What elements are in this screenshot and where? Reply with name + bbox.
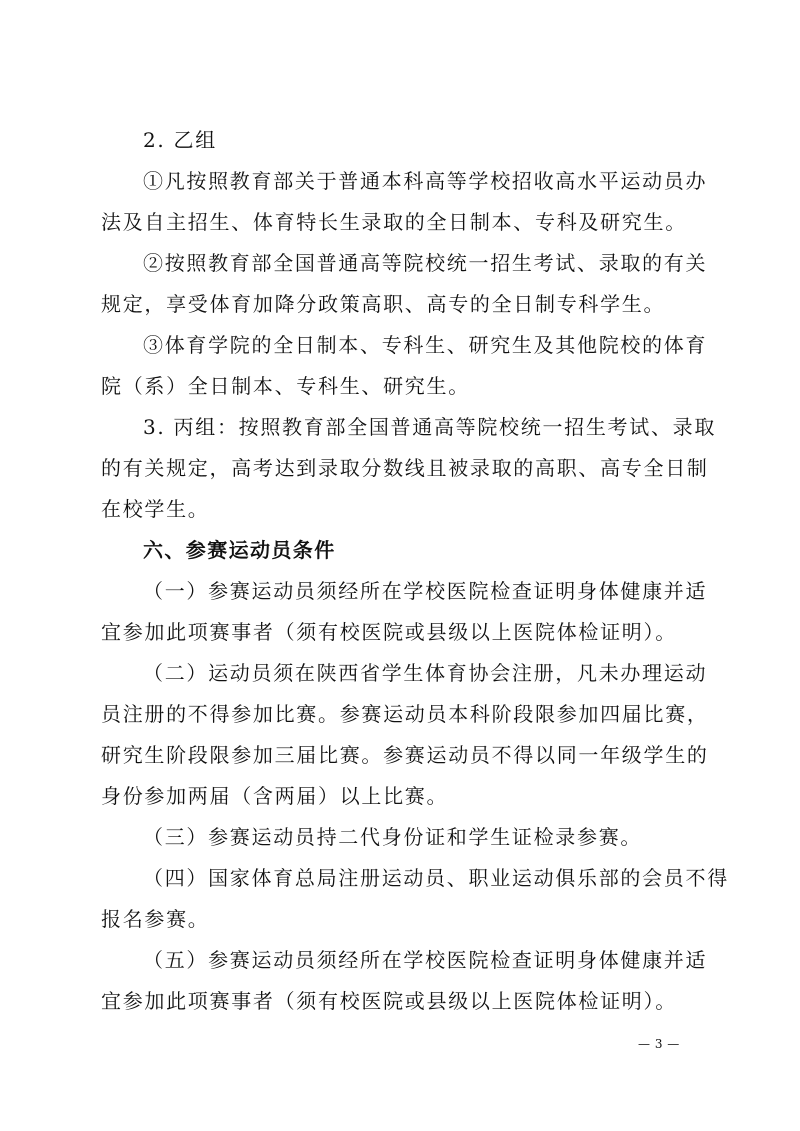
paragraph-line: （二）运动员须在陕西省学生体育协会注册，凡未办理运动 <box>143 661 708 685</box>
paragraph-line: ③体育学院的全日制本、专科生、研究生及其他院校的体育 <box>143 333 708 357</box>
paragraph-line: （五）参赛运动员须经所在学校医院检查证明身体健康并适 <box>143 948 708 972</box>
paragraph-line: 身份参加两届（含两届）以上比赛。 <box>101 784 449 808</box>
paragraph-line: 宜参加此项赛事者（须有校医院或县级以上医院体检证明）。 <box>101 620 677 644</box>
paragraph-line: 规定，享受体育加降分政策高职、高专的全日制专科学生。 <box>101 292 666 316</box>
section-heading: 六、参赛运动员条件 <box>143 538 336 562</box>
paragraph-line: 员注册的不得参加比赛。参赛运动员本科阶段限参加四届比赛， <box>101 702 709 726</box>
subsection-heading-group-b: 2. 乙组 <box>143 128 217 152</box>
paragraph-line: 院（系）全日制本、专科生、研究生。 <box>101 374 470 398</box>
paragraph-line: 法及自主招生、体育特长生录取的全日制本、专科及研究生。 <box>101 210 687 234</box>
page-number: — 3 — <box>638 1037 680 1051</box>
paragraph-line: 报名参赛。 <box>101 907 210 931</box>
paragraph-line: ①凡按照教育部关于普通本科高等学校招收高水平运动员办 <box>143 169 708 193</box>
paragraph-line: 在校学生。 <box>101 497 210 521</box>
paragraph-line: （三）参赛运动员持二代身份证和学生证检录参赛。 <box>143 825 643 849</box>
paragraph-line: （四）国家体育总局注册运动员、职业运动俱乐部的会员不得 <box>143 866 729 890</box>
paragraph-line: 宜参加此项赛事者（须有校医院或县级以上医院体检证明）。 <box>101 989 677 1013</box>
paragraph-line: 研究生阶段限参加三届比赛。参赛运动员不得以同一年级学生的 <box>101 743 709 767</box>
paragraph-line: （一）参赛运动员须经所在学校医院检查证明身体健康并适 <box>143 579 708 603</box>
subsection-heading-group-c: 3. 丙组：按照教育部全国普通高等院校统一招生考试、录取 <box>143 415 717 439</box>
paragraph-line: ②按照教育部全国普通高等院校统一招生考试、录取的有关 <box>143 251 708 275</box>
paragraph-line: 的有关规定，高考达到录取分数线且被录取的高职、高专全日制 <box>101 456 709 480</box>
